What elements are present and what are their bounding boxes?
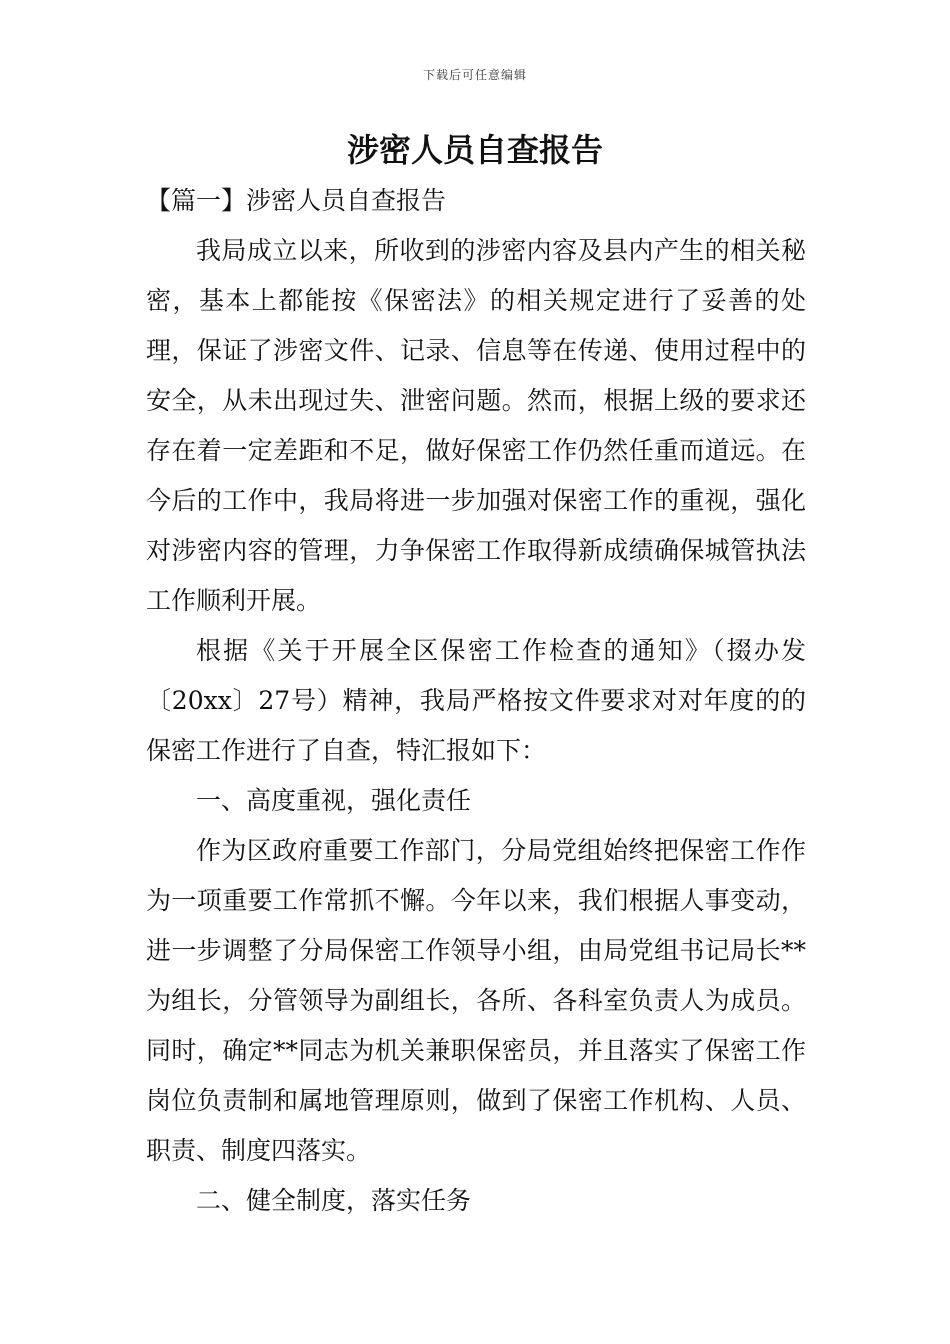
paragraph-section-one: 作为区政府重要工作部门，分局党组始终把保密工作作为一项重要工作常抓不懈。今年以来，我们根据人事变动，进一步调整了分局保密工作领导小组，由局党组书记局长**为组长，分管领导为副组长，各所、各科室负责人为成员。同时，确定**同志为机关兼职保密员，并且落实了保密工作岗位负责制和属地管理原则，做到了保密工作机构、人员、职责、制度四落实。 [146,836,806,1165]
subheading-two: 二、健全制度，落实任务 [196,1186,472,1215]
document-title: 涉密人员自查报告 [346,131,603,169]
document-body [146,176,806,1226]
subheading-one: 一、高度重视，强化责任 [196,786,472,815]
header-note: 下载后可任意编辑 [422,68,527,82]
section-label: 【篇一】涉密人员自查报告 [146,186,447,215]
paragraph-notice: 根据《关于开展全区保密工作检查的通知》（掇办发〔20xx〕27号）精神，我局严格按文件要求对对年度的的保密工作进行了自查，特汇报如下： [146,636,806,765]
paragraph-intro: 我局成立以来，所收到的涉密内容及县内产生的相关秘密，基本上都能按《保密法》的相关规定进行了妥善的处理，保证了涉密文件、记录、信息等在传递、使用过程中的安全，从未出现过失、泄密问题。然而，根据上级的要求还存在着一定差距和不足，做好保密工作仍然任重而道远。在今后的工作中，我局将进一步加强对保密工作的重视，强化对涉密内容的管理，力争保密工作取得新成绩确保城管执法工作顺利开展。 [146,236,806,615]
